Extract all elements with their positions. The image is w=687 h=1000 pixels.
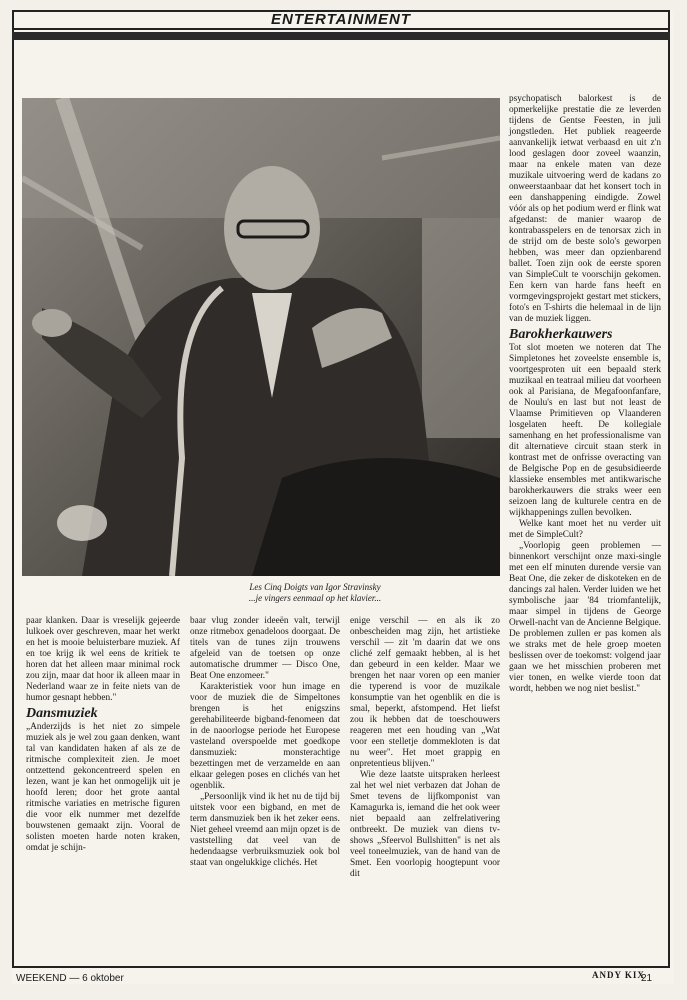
col2-paragraph-3: „Persoonlijk vind ik het nu de tijd bij uitstek voor een bigband, en met de term dansmuziek ben ik het zeker eens. Niet geheel vreemd aan mijn opzet is de vaststelling dat veel van de hedendaagse verbruiksmuziek ook bol staat van ongelukkige clichés. Het: [190, 792, 340, 868]
column-2: [190, 616, 340, 869]
caption-line-2: ...je vingers eenmaal op het klavier...: [248, 593, 382, 603]
footer-issue: WEEKEND — 6 oktober: [16, 973, 124, 984]
column-3: [350, 616, 500, 880]
col1-paragraph-1: paar klanken. Daar is vreselijk gejeerde lulkoek over geschreven, maar het werkt en het is mooie beluisterbare muziek. Af en toe krijg ik wel eens de kritiek te horen dat het alleen maar minimal rock zou zijn, maar dat hoor ik alleen maar in Nederland waar ze in feite niets van de humor gesnapt hebben.": [26, 616, 180, 703]
col1-paragraph-2: „Anderzijds is het niet zo simpele muziek als je wel zou gaan denken, want tal van kandidaten haken af als ze de ritmische complexiteit zien. Je moet ontzettend gekoncentreerd spelen en lezen, want je kan het onmogelijk uit je hoofd leren; door het grote aantal ritmische variaties en metrische figuren die voor elk nummer met dezelfde bouwstenen gemaakt zijn. Vooral de solisten moeten harde noten kraken, omdat je schijn-: [26, 722, 180, 853]
col2-paragraph-1: baar vlug zonder ideeën valt, terwijl onze ritmebox genadeloos doorgaat. De titels van de tunes zijn trouwens afgeleid van de toetsen op onze automatische drummer — Disco One, Beat One enzomeer.": [190, 616, 340, 681]
subheading-dansmuziek: Dansmuziek: [26, 706, 98, 721]
photo-caption: [150, 582, 480, 604]
caption-line-1: Les Cinq Doigts van Igor Stravinsky: [249, 582, 381, 592]
col3-paragraph-2: Wie deze laatste uitspraken herleest zal het wel niet verbazen dat Johan de Smet tevens de lijfkomponist van Kamagurka is, iemand die het ook weer niet bepaald aan zelfrelativering ontbreekt. De muziek van diens tv-shows „Sfeervol Bullshitten" is net als veel toneelmuziek, van de hand van de Smet. Een voorlopig hoogtepunt voor dit: [350, 770, 500, 879]
photo-image: [22, 98, 500, 576]
right-paragraph-2: Tot slot moeten we noteren dat The Simpletones het zoveelste ensemble is, voortgesproten uit een bepaald sterk muzikaal en teatraal milieu dat voorheen ook al Parisiana, de Megafoonfanfare, de Noulu's en last but not least de Vlaamse Primitieven op Vlaanderen losgelaten heeft. De kollegiale samenhang en het professionalisme van dit alternatieve circuit staan sterk in kontrast met de onfrisse overacting van de Belgische Pop en de gesubsidieerde klassieke ensembles met antikwarische barokherkauwers die straks weer een seizoen lang de kulturele centra en de wijkhappenings zullen bevolken.: [509, 343, 661, 518]
right-paragraph-3: Welke kant moet het nu verder uit met de SimpleCult?: [509, 519, 661, 540]
section-title: ENTERTAINMENT: [271, 11, 411, 28]
magazine-page: [12, 10, 674, 984]
stravinsky-photo: [22, 98, 500, 576]
subheading-barokherkauwers: Barokherkauwers: [509, 327, 613, 342]
column-1: [26, 616, 180, 854]
section-header: [12, 10, 670, 30]
page-number: 21: [641, 973, 653, 984]
right-paragraph-1: psychopatisch balorkest is de opmerkelijke prestatie die ze leverden tijdens de Gentse Feesten, in juli jongstleden. Het publiek reageerde aanvankelijk ietwat verbaasd en uit z'n lood geslagen door zoveel waanzin, maar na enkele maten van deze muzikale uitvoering werd de kadans zo onweerstaanbaar dat het konsert toch in een danshappening eindigde. Zowel vóór als op het podium werd er flink wat afgedanst: de manier waarop de kontrabasspelers en de tenorsax zich in de strijd om de beste solo's geworpen hebben, was meer dan opzienbarend ballet. Toen zijn ook de eerste sporen van SimpleCult te voorschijn gekomen. Een kern van harde fans heeft en vormgevingsprojekt gestart met stickers, foto's en T-shirts die helemaal in de lijn van de muziek liggen.: [509, 94, 661, 324]
right-paragraph-4: „Voorlopig geen problemen — binnenkort verschijnt onze maxi-single met een elf minuten durende versie van Beat One, die zeker de diskoteken en de dancings zal halen. Verder luiden we het symbolische jaar '84 triomfantelijk, maar simpel in tijdens de George Orwell-nacht van de Ancienne Belgique. De problemen zullen er pas komen als we straks met de hele groep moeten beslissen over de toekomst: volgend jaar gaan we het misschien proberen met vier tonen, en welke vierde toon dat wordt, hebben we nog niet beslist.": [509, 541, 661, 694]
right-column: [509, 94, 661, 695]
header-rule: [12, 32, 670, 40]
col2-paragraph-2: Karakteristiek voor hun image en voor de muziek die de Simpeltones brengen is het enigszins gerehabiliteerde bigband-fenomeen dat in de naoorlogse periode het Europese vasteland overspoelde met goedkope dansmuziek: monsterachtige bezettingen met de verzamelde en aan elkaar gelegen poses en clichés van het ogenblik.: [190, 682, 340, 791]
col3-paragraph-1: enige verschil — en als ik zo onbescheiden mag zijn, het artistieke verschil — zit 'm daarin dat we ons cliché zelf gemaakt hebben, al is het dan gebeurd in een kelder. Maar we brengen het naar voren op een manier die typerend is voor de muzikale konsumptie van het ogenblik en die is smal, beperkt, afstompend. Het liefst zou ik hebben dat de toeschouwers reageren met een houding van „Wat voor een stelletje dommekloten is dat nu weer". Het moet grappig en onpretentieus blijven.": [350, 616, 500, 769]
author-byline: ANDY KIX: [592, 970, 645, 980]
